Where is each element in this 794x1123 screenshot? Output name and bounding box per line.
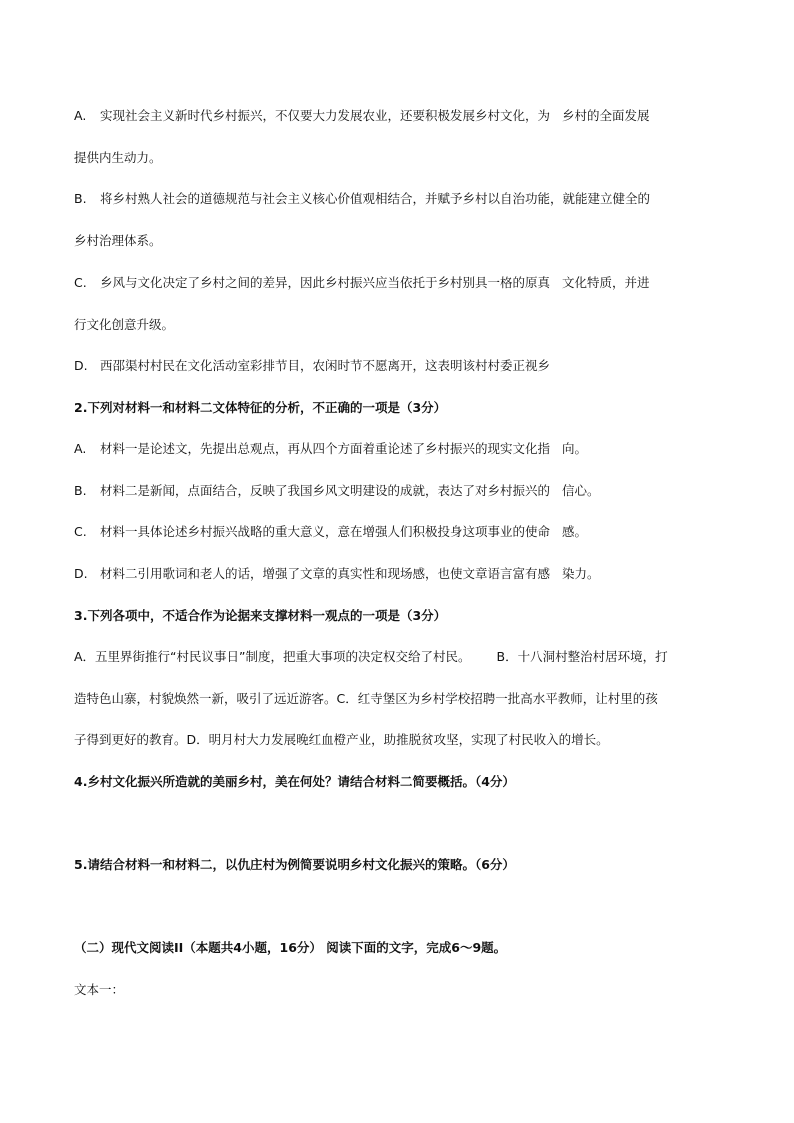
question-4-stem: 4.乡村文化振兴所造就的美丽乡村，美在何处？请结合材料二简要概括。（4分） <box>74 774 515 789</box>
q1-option-a-line1 <box>74 107 734 125</box>
option-letter: C. <box>74 275 87 290</box>
option-text-tail: 文化特质，并进 <box>562 275 650 290</box>
q1-option-c-line2: 行文化创意升级。 <box>74 317 175 332</box>
q1-option-b-line1 <box>74 190 734 208</box>
option-text: 实现社会主义新时代乡村振兴，不仅要大力发展农业，还要积极发展乡村文化，为 <box>100 108 551 123</box>
option-text: 西邵渠村村民在文化活动室彩排节目，农闲时节不愿离开，这表明该村村委正视乡 <box>100 358 551 373</box>
q2-option-a <box>74 440 734 458</box>
q3-option-a: A．五里界街推行“村民议事日”制度，把重大事项的决定权交给了村民。 <box>74 649 471 664</box>
option-text-tail: 信心。 <box>562 483 600 498</box>
option-letter: A. <box>74 108 87 123</box>
option-letter: C. <box>74 524 87 539</box>
option-letter: B. <box>74 191 87 206</box>
option-text-tail: 染力。 <box>562 566 600 581</box>
option-text-tail: 乡村的全面发展 <box>562 108 650 123</box>
q1-option-d-line1 <box>74 357 734 375</box>
question-3-stem: 3.下列各项中，不适合作为论据来支撑材料一观点的一项是（3分） <box>74 608 447 623</box>
option-letter: B. <box>74 483 87 498</box>
section-2-heading: （二）现代文阅读II（本题共4小题，16分） 阅读下面的文字，完成6～9题。 <box>74 940 507 955</box>
option-text: 材料一是论述文，先提出总观点，再从四个方面着重论述了乡村振兴的现实文化指 <box>100 441 551 456</box>
q2-option-b <box>74 482 734 500</box>
option-letter: A. <box>74 441 87 456</box>
q1-option-b-line2: 乡村治理体系。 <box>74 233 162 248</box>
option-text: 将乡村熟人社会的道德规范与社会主义核心价值观相结合，并赋予乡村以自治功能，就能建立健全的 <box>100 191 651 206</box>
q1-option-a-line2: 提供内生动力。 <box>74 150 162 165</box>
question-2-stem: 2.下列对材料一和材料二文体特征的分析，不正确的一项是（3分） <box>74 400 447 415</box>
question-5-stem: 5.请结合材料一和材料二，以仇庄村为例简要说明乡村文化振兴的策略。（6分） <box>74 857 515 872</box>
option-text-tail: 向。 <box>562 441 588 456</box>
option-text: 材料二引用歌词和老人的话，增强了文章的真实性和现场感，也使文章语言富有感 <box>100 566 551 581</box>
option-text-tail: 感。 <box>562 524 588 539</box>
option-text: 材料二是新闻，点面结合，反映了我国乡风文明建设的成就，表达了对乡村振兴的 <box>100 483 551 498</box>
option-letter: D. <box>74 566 88 581</box>
q1-option-c-line1 <box>74 274 734 292</box>
option-letter: D. <box>74 358 88 373</box>
q2-option-d <box>74 565 734 583</box>
option-text: 乡风与文化决定了乡村之间的差异，因此乡村振兴应当依托于乡村别具一格的原真 <box>100 275 551 290</box>
option-text: 材料一具体论述乡村振兴战略的重大意义，意在增强人们积极投身这项事业的使命 <box>100 524 551 539</box>
q3-options-line1 <box>74 648 734 666</box>
q3-options-line3: 子得到更好的教育。D．明月村大力发展晚红血橙产业，助推脱贫攻坚，实现了村民收入的增长。 <box>74 732 609 747</box>
text-one-label: 文本一： <box>74 982 125 997</box>
q3-option-b-start: B．十八洞村整治村居环境，打 <box>496 649 668 664</box>
q2-option-c <box>74 523 734 541</box>
q3-options-line2: 造特色山寨，村貌焕然一新，吸引了远近游客。C．红寺堡区为乡村学校招聘一批高水平教师，让村里的孩 <box>74 691 658 706</box>
